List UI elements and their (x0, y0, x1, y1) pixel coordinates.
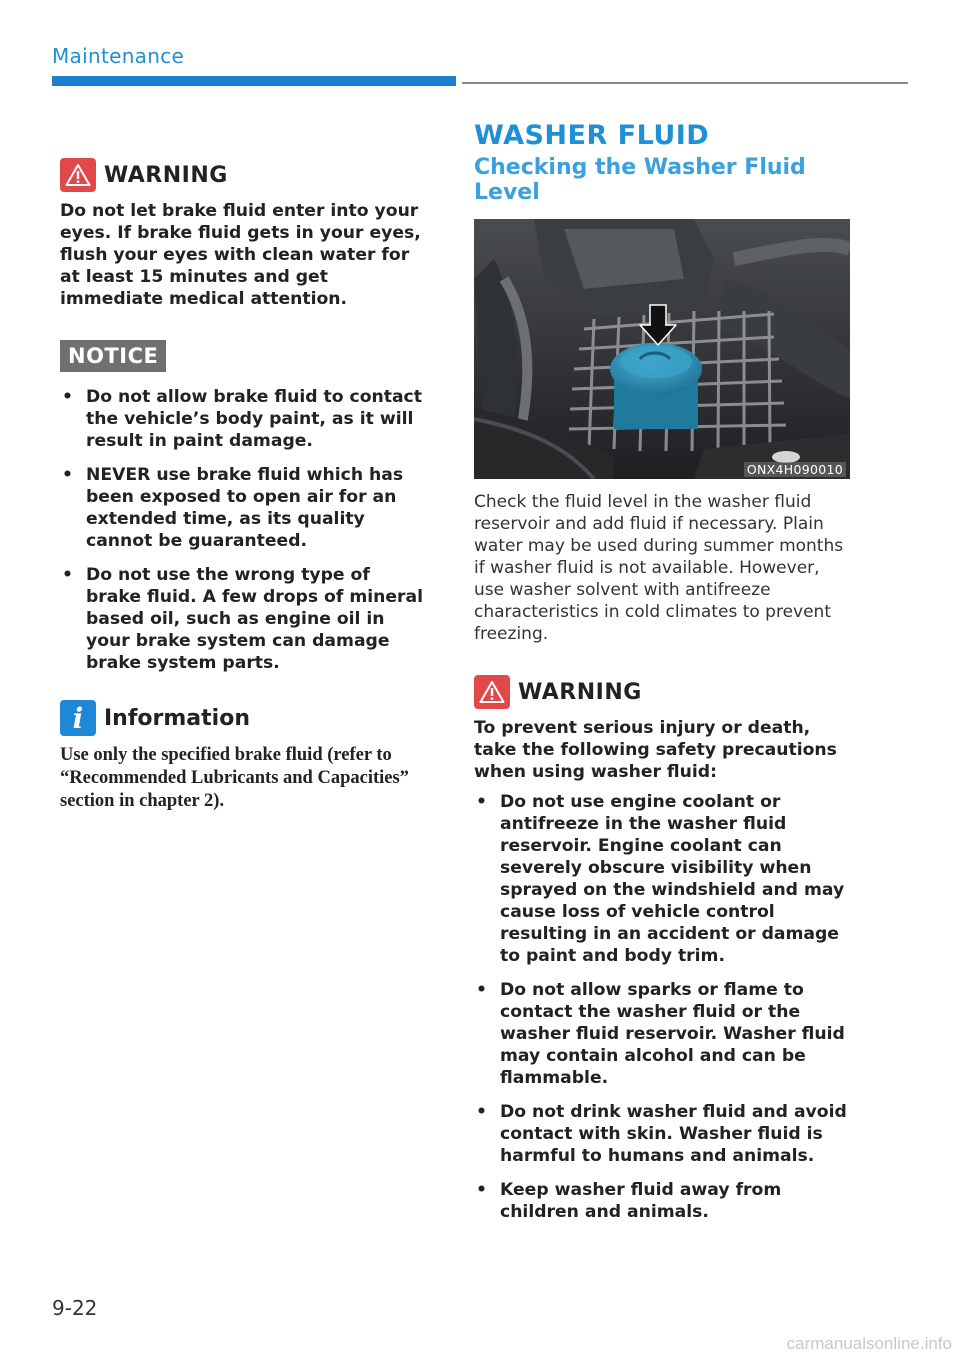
information-heading (60, 700, 428, 736)
information-title: Information (104, 705, 250, 731)
warning-heading (474, 675, 854, 709)
header-rule-gray (462, 82, 908, 84)
left-column (60, 158, 428, 813)
subsection-title: Checking the Washer Fluid Level (474, 155, 806, 205)
right-column (474, 120, 854, 1235)
list-item: • Do not allow brake fluid to contact the vehicle’s body paint, as it will result in paint damage. (62, 387, 422, 451)
header-rule-blue (52, 76, 456, 86)
list-item: • NEVER use brake fluid which has been exposed to open air for an extended time, as its quality cannot be guaranteed. (62, 465, 404, 551)
info-icon: i (60, 700, 96, 736)
list-item: • Keep washer fluid away from children and animals. (476, 1180, 782, 1222)
section-title: WASHER FLUID (474, 120, 710, 151)
warning-intro: To prevent serious injury or death, take the following safety precautions when using washer fluid: (474, 718, 837, 782)
list-item: • Do not use the wrong type of brake fluid. A few drops of mineral based oil, such as engine oil in your brake system can damage brake system parts. (62, 565, 423, 673)
list-item: • Do not allow sparks or flame to contact the washer fluid or the washer fluid reservoir. Washer fluid may contain alcohol and can be flammable. (476, 980, 845, 1088)
watermark: carmanualsonline.info (786, 1334, 952, 1353)
photo-code: ONX4H090010 (744, 462, 846, 477)
warning-heading (60, 158, 428, 192)
warning-text: Do not let brake fluid enter into your eyes. If brake fluid gets in your eyes, flush your eyes with clean water for at least 15 minutes and get immediate medical attention. (60, 201, 421, 309)
page-number: 9-22 (52, 1296, 98, 1320)
warning-title: WARNING (104, 162, 228, 188)
list-item: • Do not use engine coolant or antifreeze in the washer fluid reservoir. Engine coolant can severely obscure visibility when sprayed on the windshield and may cause loss of vehicle control resulting in an accident or damage to paint and body trim. (476, 792, 845, 966)
list-item: • Do not drink washer fluid and avoid contact with skin. Washer fluid is harmful to humans and animals. (476, 1102, 847, 1166)
notice-list (60, 386, 428, 674)
warning-triangle-icon (474, 675, 510, 709)
header-title: Maintenance (52, 44, 185, 68)
warning-title: WARNING (518, 679, 642, 705)
body-paragraph: Check the fluid level in the washer fluid reservoir and add fluid if necessary. Plain water may be used during summer months if washer fluid is not available. However, use washer solvent with antifreeze characteristics in cold climates to prevent freezing. (474, 492, 844, 644)
notice-badge: NOTICE (60, 340, 166, 372)
engine-bay-illustration (474, 219, 850, 479)
warning-list (474, 791, 854, 1223)
information-text: Use only the specified brake fluid (refer to “Recommended Lubricants and Capacities” section in chapter 2). (60, 745, 409, 811)
washer-reservoir-photo (474, 219, 850, 479)
warning-triangle-icon (60, 158, 96, 192)
